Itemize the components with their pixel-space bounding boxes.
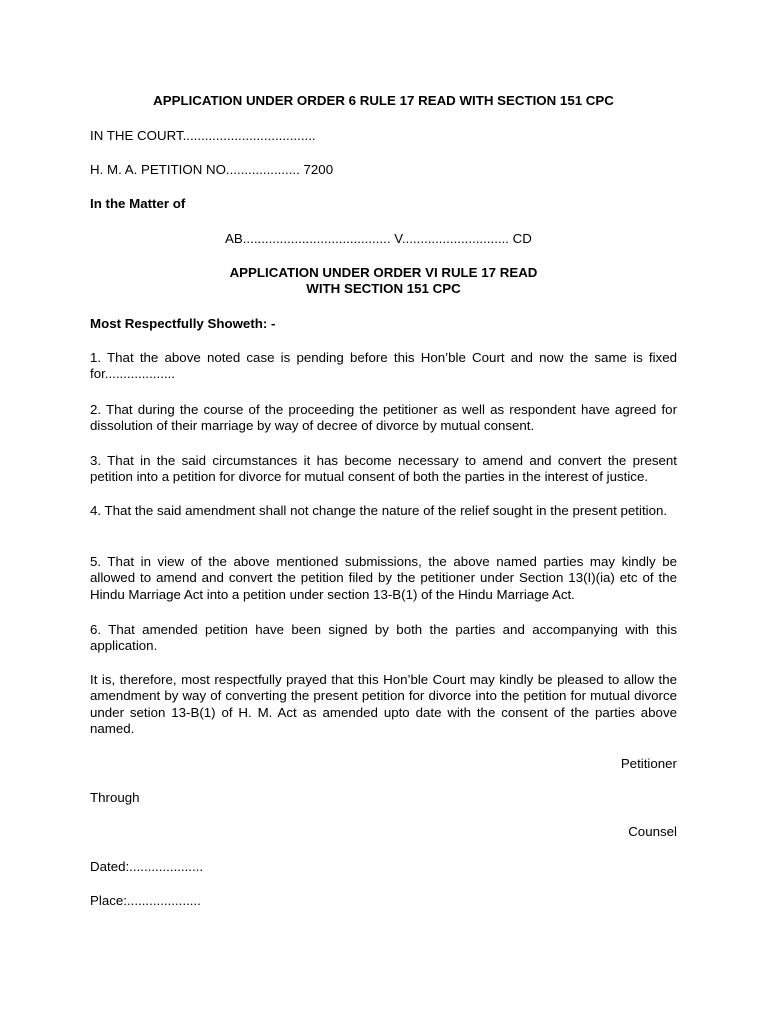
paragraph-5: 5. That in view of the above mentioned submissions, the above named parties may kindly be allowed to amend and convert the petition filed by the petitioner under Section 13(I)(ia) etc of the Hindu Marriage Act into a petition under section 13-B(1) of the Hindu Marriage Act. <box>90 554 677 602</box>
parties-line: AB........................................ V............................. CD <box>225 231 532 246</box>
petitioner-signature: Petitioner <box>620 756 677 771</box>
paragraph-1: 1. That the above noted case is pending before this Hon’ble Court and now the same is fixed for................... <box>90 350 677 382</box>
matter-heading: In the Matter of <box>90 196 186 211</box>
paragraph-4: 4. That the said amendment shall not change the nature of the relief sought in the present petition. <box>90 503 668 518</box>
showeth-heading: Most Respectfully Showeth: - <box>90 316 276 331</box>
paragraph-3: 3. That in the said circumstances it has become necessary to amend and convert the present petition into a petition for divorce for mutual consent of both the parties in the interest of justice. <box>90 453 677 485</box>
dated-line: Dated:.................... <box>90 859 204 874</box>
sub-title <box>90 265 677 298</box>
paragraph-6: 6. That amended petition have been signed by both the parties and accompanying with this application. <box>90 622 677 654</box>
counsel-signature: Counsel <box>628 824 677 839</box>
petition-number-line: H. M. A. PETITION NO.................... 7200 <box>90 162 334 177</box>
sub-title-line-1: APPLICATION UNDER ORDER VI RULE 17 READ <box>229 265 538 280</box>
prayer-paragraph: It is, therefore, most respectfully prayed that this Hon’ble Court may kindly be pleased to allow the amendment by way of converting the present petition for divorce into the petition for mutual divorce under setion 13-B(1) of H. M. Act as amended upto date with the consent of the parties above named. <box>90 672 677 737</box>
place-line: Place:.................... <box>90 893 201 908</box>
main-title: APPLICATION UNDER ORDER 6 RULE 17 READ WITH SECTION 151 CPC <box>153 93 614 108</box>
court-line: IN THE COURT.................................... <box>90 128 316 143</box>
through-line: Through <box>90 790 140 805</box>
paragraph-2: 2. That during the course of the proceeding the petitioner as well as respondent have agreed for dissolution of their marriage by way of decree of divorce by mutual consent. <box>90 402 677 434</box>
sub-title-line-2: WITH SECTION 151 CPC <box>306 281 461 297</box>
